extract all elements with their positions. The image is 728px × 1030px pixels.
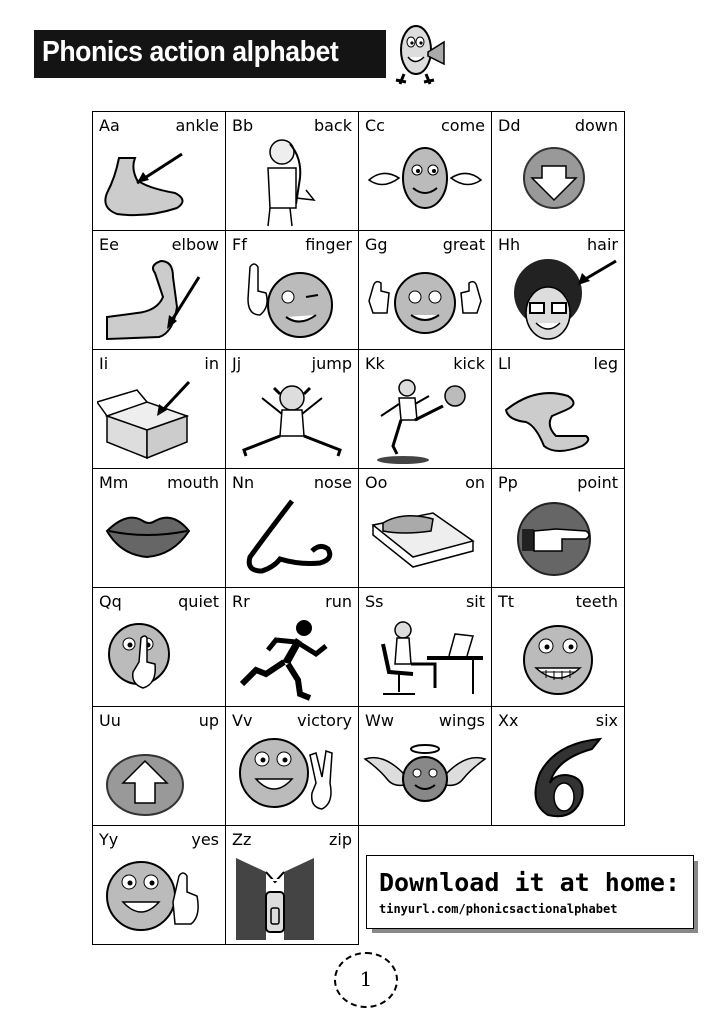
alphabet-cell-v: [226, 707, 359, 826]
cell-letters: Ee: [99, 235, 119, 254]
alphabet-cell-q: [93, 588, 226, 707]
page-title: Phonics action alphabet: [42, 36, 339, 68]
cell-letters: Ll: [498, 354, 512, 373]
alphabet-cell-l: [492, 350, 625, 469]
cell-word: finger: [305, 235, 352, 254]
cell-letters: Yy: [99, 830, 119, 849]
cell-word: elbow: [171, 235, 219, 254]
cell-letters: Aa: [99, 116, 120, 135]
come-icon: [363, 138, 487, 228]
jump-icon: [230, 376, 354, 466]
alphabet-cell-h: [492, 231, 625, 350]
cell-word: yes: [191, 830, 219, 849]
leg-icon: [496, 376, 620, 466]
cell-word: hair: [587, 235, 618, 254]
alphabet-cell-i: [93, 350, 226, 469]
alphabet-cell-n: [226, 469, 359, 588]
cell-letters: Tt: [498, 592, 515, 611]
alphabet-cell-r: [226, 588, 359, 707]
runner-icon: [230, 614, 354, 704]
cell-word: in: [204, 354, 219, 373]
cell-word: leg: [593, 354, 618, 373]
wings-icon: [363, 733, 487, 823]
cell-word: quiet: [178, 592, 219, 611]
alphabet-cell-s: [359, 588, 492, 707]
cell-word: teeth: [575, 592, 618, 611]
cell-word: back: [313, 116, 352, 135]
cell-letters: Gg: [365, 235, 388, 254]
cell-word: on: [465, 473, 485, 492]
cell-word: run: [325, 592, 352, 611]
cell-letters: Oo: [365, 473, 388, 492]
cell-letters: Ss: [365, 592, 384, 611]
victory-icon: [230, 733, 354, 823]
cell-letters: Ii: [99, 354, 109, 373]
alphabet-cell-x: [492, 707, 625, 826]
alphabet-cell-k: [359, 350, 492, 469]
cell-word: wings: [438, 711, 485, 730]
cell-letters: Ww: [365, 711, 394, 730]
alphabet-cell-m: [93, 469, 226, 588]
yes-icon: [97, 852, 221, 942]
cell-letters: Xx: [498, 711, 519, 730]
alphabet-cell-d: [492, 112, 625, 231]
alphabet-cell-w: [359, 707, 492, 826]
cell-word: six: [595, 711, 618, 730]
alphabet-cell-a: [93, 112, 226, 231]
download-heading: Download it at home:: [379, 868, 681, 897]
cell-word: kick: [453, 354, 485, 373]
cell-word: mouth: [167, 473, 219, 492]
page-number: 1: [359, 967, 373, 991]
cell-letters: Kk: [365, 354, 385, 373]
lips-icon: [97, 495, 221, 585]
page-number-badge: [334, 952, 398, 1008]
six-icon: [496, 733, 620, 823]
zip-icon: [230, 852, 354, 942]
box-icon: [97, 376, 221, 466]
cell-letters: Ff: [232, 235, 247, 254]
cell-word: up: [198, 711, 219, 730]
down-arrow-icon: [496, 138, 620, 228]
alphabet-cell-g: [359, 231, 492, 350]
alphabet-grid: [92, 111, 625, 945]
cell-letters: Jj: [232, 354, 242, 373]
cell-letters: Zz: [232, 830, 252, 849]
alphabet-cell-u: [93, 707, 226, 826]
cell-letters: Dd: [498, 116, 521, 135]
hair-icon: [496, 257, 620, 347]
hand-on-icon: [363, 495, 487, 585]
cell-word: ankle: [175, 116, 219, 135]
cell-word: down: [574, 116, 618, 135]
cell-word: victory: [297, 711, 352, 730]
cell-letters: Vv: [232, 711, 253, 730]
cell-letters: Mm: [99, 473, 129, 492]
megaphone-mascot-icon: [384, 16, 454, 88]
alphabet-cell-p: [492, 469, 625, 588]
back-icon: [230, 138, 354, 228]
quiet-icon: [97, 614, 221, 704]
alphabet-cell-j: [226, 350, 359, 469]
cell-word: nose: [313, 473, 352, 492]
cell-letters: Qq: [99, 592, 122, 611]
ankle-icon: [97, 138, 221, 228]
cell-word: zip: [329, 830, 352, 849]
finger-icon: [230, 257, 354, 347]
pointing-hand-icon: [496, 495, 620, 585]
alphabet-cell-c: [359, 112, 492, 231]
cell-word: great: [442, 235, 485, 254]
cell-letters: Pp: [498, 473, 518, 492]
thumbs-up-icon: [363, 257, 487, 347]
alphabet-cell-o: [359, 469, 492, 588]
alphabet-cell-b: [226, 112, 359, 231]
kick-icon: [363, 376, 487, 466]
cell-letters: Bb: [232, 116, 254, 135]
alphabet-cell-z: [226, 826, 359, 945]
cell-letters: Uu: [99, 711, 121, 730]
download-url[interactable]: tinyurl.com/phonicsactionalphabet: [379, 902, 618, 916]
cell-letters: Hh: [498, 235, 521, 254]
cell-letters: Rr: [232, 592, 250, 611]
cell-word: sit: [465, 592, 485, 611]
sitting-person-icon: [363, 614, 487, 704]
cell-word: point: [577, 473, 618, 492]
up-arrow-icon: [97, 733, 221, 823]
alphabet-cell-t: [492, 588, 625, 707]
alphabet-cell-f: [226, 231, 359, 350]
cell-letters: Cc: [365, 116, 385, 135]
download-box: [366, 855, 694, 929]
alphabet-cell-y: [93, 826, 226, 945]
nose-icon: [230, 495, 354, 585]
cell-letters: Nn: [232, 473, 255, 492]
teeth-icon: [496, 614, 620, 704]
cell-word: jump: [311, 354, 352, 373]
alphabet-cell-e: [93, 231, 226, 350]
elbow-icon: [97, 257, 221, 347]
cell-word: come: [440, 116, 485, 135]
